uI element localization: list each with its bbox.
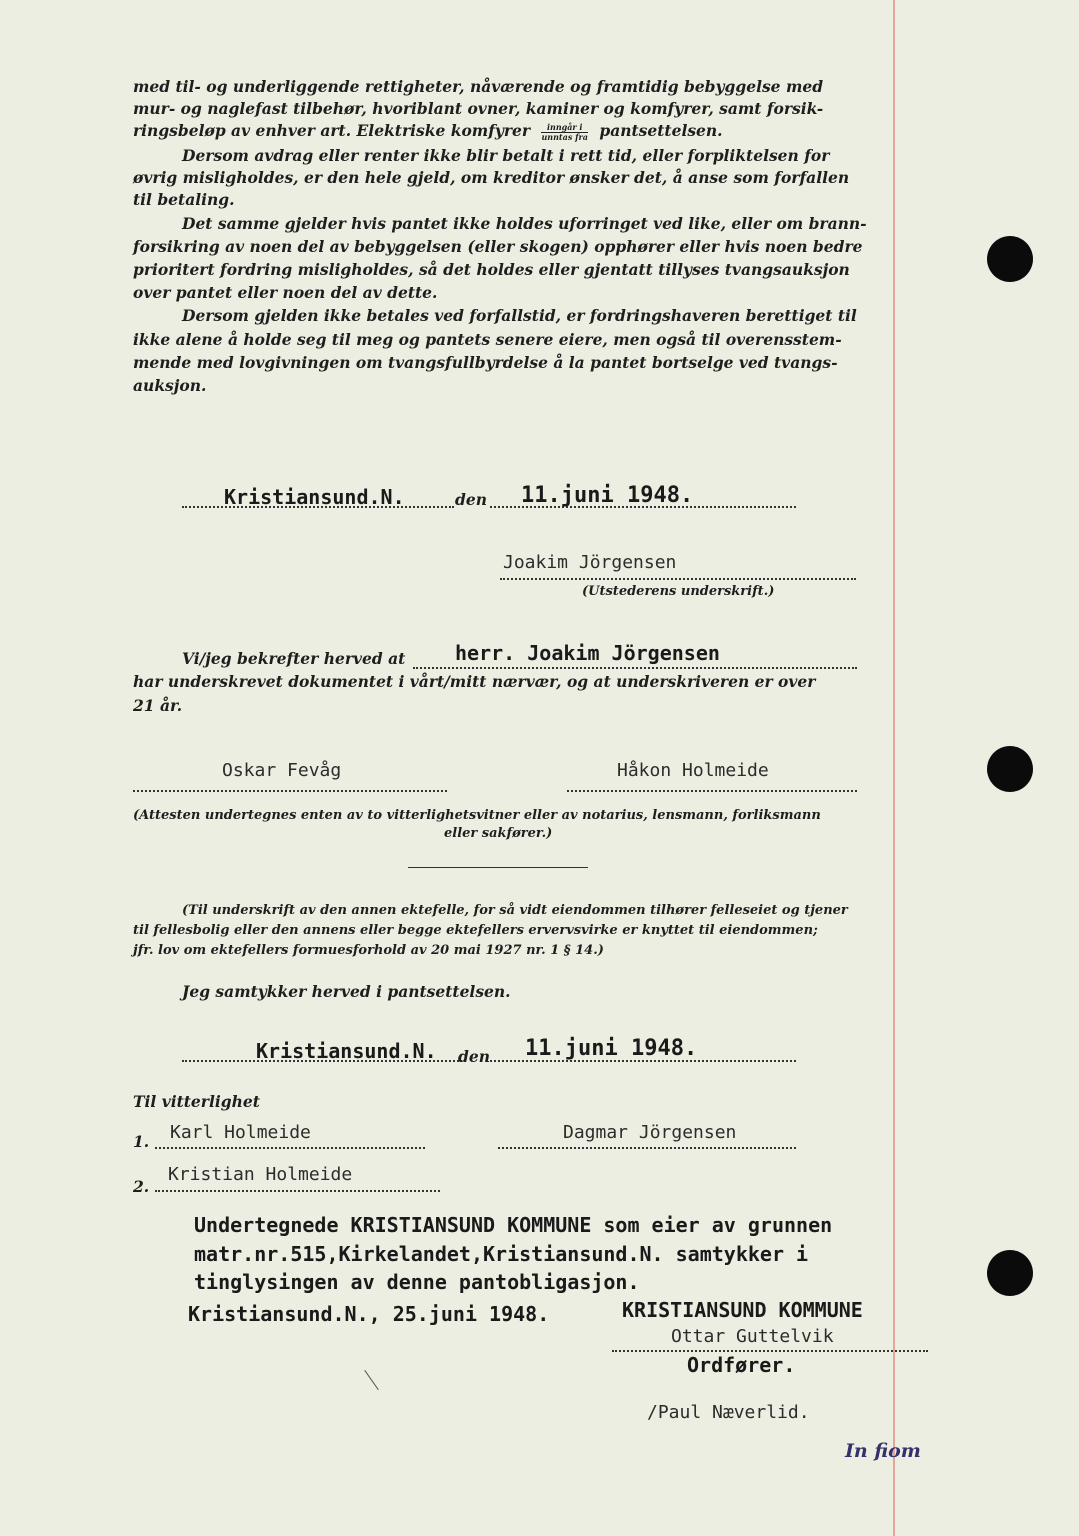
dotted-line — [413, 667, 857, 669]
spouse-note-line: (Til underskrift av den annen ektefelle, for så vidt eiendommen tilhører felleseiet og tjener — [182, 903, 848, 918]
text-line-part: ringsbeløp av enhver art. Elektriske komfyrer — [133, 121, 531, 140]
second-signature: /Paul Næverlid. — [647, 1402, 810, 1423]
punch-hole — [987, 746, 1033, 792]
stamp-line: matr.nr.515,Kirkelandet,Kristiansund.N. samtykker i — [194, 1242, 809, 1266]
date-field: 11.juni 1948. — [521, 483, 694, 508]
place-field: Kristiansund.N. — [224, 485, 405, 509]
text-line: mur- og naglefast tilbehør, hvoriblant ovner, kaminer og komfyrer, samt forsik- — [133, 99, 824, 118]
divider — [408, 867, 588, 868]
dotted-line — [567, 790, 857, 792]
stamp-municipality: KRISTIANSUND KOMMUNE — [622, 1298, 863, 1322]
issuer-caption: (Utstederens underskrift.) — [582, 584, 775, 599]
text-line — [133, 121, 723, 142]
text-line: prioritert fordring misligholdes, så det holdes eller gjentatt tillyses tvangsauksjon — [133, 260, 850, 279]
text-line: med til- og underliggende rettigheter, nåværende og framtidig bebyggelse med — [133, 77, 824, 96]
text-line: over pantet eller noen del av dette. — [133, 283, 438, 302]
margin-line — [893, 0, 895, 1536]
date-field: 11.juni 1948. — [525, 1036, 698, 1061]
punch-hole — [987, 1250, 1033, 1296]
spouse-signature: Dagmar Jörgensen — [563, 1122, 737, 1143]
spouse-note-line: jfr. lov om ektefellers formuesforhold av 20 mai 1927 nr. 1 § 14.) — [133, 943, 604, 958]
witness-b-signature: Håkon Holmeide — [617, 760, 769, 781]
text-line: Det samme gjelder hvis pantet ikke holdes uforringet ved like, eller om brann- — [182, 214, 867, 233]
attest-caption: eller sakfører.) — [444, 826, 553, 841]
text-line: til betaling. — [133, 190, 235, 209]
witness-number: 1. — [133, 1132, 150, 1151]
dotted-line — [500, 578, 856, 580]
consent-text: Jeg samtykker herved i pantsettelsen. — [182, 982, 511, 1001]
pen-mark — [364, 1370, 379, 1390]
handwritten-note: In fiom — [845, 1440, 921, 1462]
witness-label: Til vitterlighet — [133, 1092, 260, 1111]
witness-number: 2. — [133, 1177, 150, 1196]
text-line-part: pantsettelsen. — [599, 121, 723, 140]
confirmed-person: herr. Joakim Jörgensen — [455, 641, 720, 665]
place-field: Kristiansund.N. — [256, 1039, 437, 1063]
text-line: Dersom avdrag eller renter ikke blir betalt i rett tid, eller forpliktelsen for — [182, 146, 830, 165]
dotted-line — [498, 1147, 796, 1149]
stamp-line: tinglysingen av denne pantobligasjon. — [194, 1270, 640, 1294]
text-line: auksjon. — [133, 376, 207, 395]
text-line: har underskrevet dokumentet i vårt/mitt nærvær, og at underskriveren er over — [133, 672, 816, 691]
witness1-signature: Karl Holmeide — [170, 1122, 311, 1143]
mayor-title: Ordfører. — [687, 1353, 796, 1377]
den-label: den — [455, 490, 487, 509]
dotted-line — [155, 1147, 425, 1149]
witness-a-signature: Oskar Fevåg — [222, 760, 342, 781]
spouse-note-line: til fellesbolig eller den annens eller begge ektefellers ervervsvirke er knyttet til eiendommen; — [133, 923, 818, 938]
fraction — [541, 123, 587, 142]
confirm-prefix: Vi/jeg bekrefter herved at — [182, 649, 406, 668]
punch-hole — [987, 236, 1033, 282]
text-line: forsikring av noen del av bebyggelsen (eller skogen) opphører eller hvis noen bedre — [133, 237, 863, 256]
text-line: Dersom gjelden ikke betales ved forfallstid, er fordringshaveren berettiget til — [182, 306, 857, 325]
mayor-signature: Ottar Guttelvik — [671, 1326, 834, 1347]
fraction-top: inngår i — [541, 123, 587, 133]
den-label: den — [458, 1047, 490, 1066]
issuer-signature: Joakim Jörgensen — [503, 552, 677, 573]
stamp-line: Undertegnede KRISTIANSUND KOMMUNE som eier av grunnen — [194, 1213, 833, 1237]
text-line: ikke alene å holde seg til meg og pantets senere eiere, men også til overensstem- — [133, 330, 842, 349]
fraction-bottom: unntas fra — [541, 131, 588, 142]
dotted-line — [133, 790, 447, 792]
dotted-line — [612, 1350, 928, 1352]
dotted-line — [155, 1190, 440, 1192]
attest-caption: (Attesten undertegnes enten av to vitterlighetsvitner eller av notarius, lensmann, forliksmann — [133, 808, 821, 823]
stamp-place-date: Kristiansund.N., 25.juni 1948. — [188, 1302, 550, 1326]
witness2-signature: Kristian Holmeide — [168, 1164, 353, 1185]
text-line: mende med lovgivningen om tvangsfullbyrdelse å la pantet bortselge ved tvangs- — [133, 353, 838, 372]
text-line: 21 år. — [133, 696, 183, 715]
text-line: øvrig misligholdes, er den hele gjeld, om kreditor ønsker det, å anse som forfallen — [133, 168, 850, 187]
